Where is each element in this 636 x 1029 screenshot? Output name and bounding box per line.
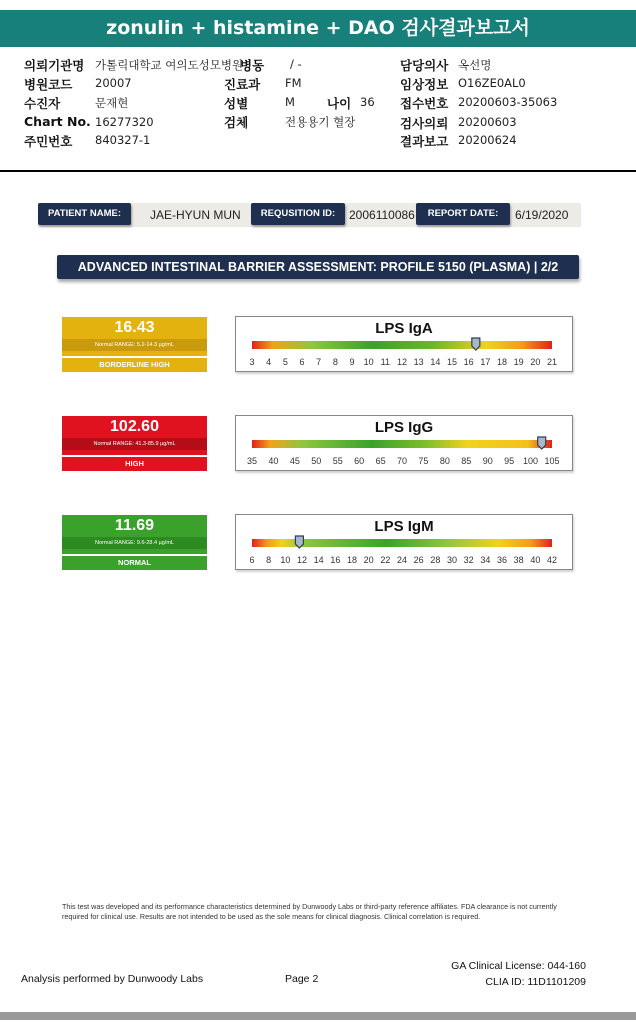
- age-value: 36: [360, 95, 375, 109]
- tick-label: 12: [396, 357, 408, 367]
- report-title: zonulin + histamine + DAO 검사결과보고서: [0, 10, 636, 47]
- clia-id: CLIA ID: 11D1101209: [485, 976, 586, 988]
- tick-label: 105: [544, 456, 560, 466]
- clinical-info-label: 임상정보: [400, 77, 449, 92]
- dept-label: 진료과: [224, 77, 261, 92]
- gauge-title: LPS IgA: [375, 320, 433, 337]
- tick-label: 90: [482, 456, 493, 466]
- tick-label: 55: [332, 456, 343, 466]
- clinical-license: GA Clinical License: 044-160: [451, 960, 586, 972]
- tick-label: 8: [266, 555, 272, 565]
- tick-label: 22: [380, 555, 391, 565]
- tick-label: 26: [413, 555, 424, 565]
- dept-value: FM: [285, 76, 302, 90]
- tick-label: 100: [523, 456, 539, 466]
- tick-label: 38: [513, 555, 524, 565]
- tick-label: 32: [463, 555, 474, 565]
- receipt-no-value: 20200603-35063: [458, 95, 558, 109]
- tick-label: 12: [296, 555, 308, 565]
- tick-label: 4: [266, 357, 272, 367]
- tick-label: 95: [504, 456, 515, 466]
- tick-label: 40: [530, 555, 541, 565]
- gauge-bar: [252, 341, 552, 349]
- patient-name-label: PATIENT NAME:: [38, 203, 131, 225]
- tick-label: 9: [349, 357, 355, 367]
- tick-label: 6: [299, 357, 305, 367]
- disclaimer-text: This test was developed and its performance characteristics determined by Dunwoody Labs or third-party reference affiliates. FDA clearance is not currently required for clinical use. Results are not intended to be used as the sole means for clinical diagnosis. Clinical correlation is required.: [62, 902, 557, 921]
- page-number: Page 2: [285, 973, 319, 985]
- tick-label: 30: [446, 555, 458, 565]
- clinical-info-value: O16ZE0AL0: [458, 76, 526, 90]
- tick-label: 19: [513, 357, 524, 367]
- tick-label: 75: [418, 456, 429, 466]
- analysis-credit: Analysis performed by Dunwoody Labs: [21, 973, 204, 985]
- gauge-lps-iga: [235, 316, 573, 372]
- ward-value: / -: [290, 57, 302, 71]
- tick-label: 28: [430, 555, 441, 565]
- sex-value: M: [285, 95, 295, 109]
- section-title: ADVANCED INTESTINAL BARRIER ASSESSMENT: PROFILE 5150 (PLASMA) | 2/2: [57, 255, 579, 279]
- tick-label: 60: [354, 456, 365, 466]
- patient-info-row: [38, 203, 581, 227]
- tick-label: 10: [363, 357, 374, 367]
- tick-label: 13: [413, 357, 424, 367]
- institution-value: 가톨릭대학교 여의도성모병원: [95, 58, 244, 72]
- tick-label: 16: [463, 357, 474, 367]
- recipient-value: 문재현: [95, 96, 129, 110]
- tick-label: 10: [280, 555, 291, 565]
- gauge-svg: [236, 416, 572, 470]
- tick-label: 20: [363, 555, 374, 565]
- tick-label: 42: [546, 555, 558, 565]
- status-badge: HIGH: [62, 457, 207, 471]
- test-request-value: 20200603: [458, 115, 517, 129]
- tick-label: 20: [530, 357, 541, 367]
- tick-label: 21: [546, 357, 558, 367]
- report-date-label: REPORT DATE:: [416, 203, 510, 225]
- institution-label: 의뢰기관명: [24, 58, 85, 73]
- ward-label: 병동: [240, 58, 265, 73]
- tick-label: 8: [332, 357, 338, 367]
- gauge-lps-igm: [235, 514, 573, 570]
- gauge-title: LPS IgM: [374, 518, 434, 535]
- normal-range: Normal RANGE: 9.6-28.4 µg/mL: [62, 537, 207, 549]
- specimen-label: 검체: [224, 115, 249, 130]
- chart-no-label: Chart No.: [24, 114, 91, 129]
- gauge-svg: [236, 317, 572, 371]
- license-info: [451, 958, 586, 990]
- footer-divider: [0, 1012, 636, 1020]
- tick-label: 24: [396, 555, 408, 565]
- tick-label: 5: [282, 357, 288, 367]
- tick-label: 18: [496, 357, 508, 367]
- result-report-label: 결과보고: [400, 134, 449, 149]
- requisition-label: REQUSITION ID:: [251, 203, 345, 225]
- hospital-code-value: 20007: [95, 76, 132, 90]
- tick-label: 70: [396, 456, 408, 466]
- hospital-code-label: 병원코드: [24, 77, 73, 92]
- report-header: [0, 52, 636, 172]
- status-badge: BORDERLINE HIGH: [62, 358, 207, 372]
- gauge-svg: [236, 515, 572, 569]
- specimen-value: 전용용기 혈장: [285, 115, 356, 129]
- tick-label: 50: [311, 456, 322, 466]
- age-label: 나이: [327, 96, 352, 111]
- tick-label: 11: [380, 357, 391, 367]
- requisition-value: 2006110086: [349, 208, 415, 222]
- result-box-igg: [62, 416, 207, 471]
- tick-label: 17: [480, 357, 491, 367]
- report-date-value: 6/19/2020: [515, 208, 569, 222]
- normal-range: Normal RANGE: 41.3-85.9 µg/mL: [62, 438, 207, 450]
- resident-no-label: 주민번호: [24, 134, 73, 149]
- result-value: 102.60: [110, 418, 159, 435]
- tick-label: 35: [246, 456, 258, 466]
- tick-label: 45: [289, 456, 300, 466]
- tick-label: 6: [249, 555, 255, 565]
- tick-label: 7: [316, 357, 322, 367]
- status-badge: NORMAL: [62, 556, 207, 570]
- tick-label: 15: [446, 357, 458, 367]
- gauge-title: LPS IgG: [374, 419, 434, 436]
- sex-label: 성별: [224, 96, 249, 111]
- tick-label: 18: [346, 555, 358, 565]
- tick-label: 80: [439, 456, 450, 466]
- result-box-igm: [62, 515, 207, 570]
- doctor-label: 담당의사: [400, 58, 449, 73]
- tick-label: 16: [330, 555, 341, 565]
- resident-no-value: 840327-1: [95, 133, 151, 147]
- tick-label: 65: [375, 456, 386, 466]
- result-value: 16.43: [114, 319, 155, 336]
- gauge-bar: [252, 440, 552, 448]
- tick-label: 36: [496, 555, 508, 565]
- test-request-label: 검사의뢰: [400, 116, 449, 131]
- tick-label: 3: [249, 357, 255, 367]
- chart-no-value: 16277320: [95, 115, 154, 129]
- tick-label: 34: [480, 555, 491, 565]
- doctor-value: 옥선명: [458, 58, 492, 72]
- result-value: 11.69: [114, 517, 155, 534]
- result-report-value: 20200624: [458, 133, 517, 147]
- patient-name-value: JAE-HYUN MUN: [150, 208, 241, 222]
- tick-label: 40: [268, 456, 279, 466]
- receipt-no-label: 접수번호: [400, 96, 449, 111]
- gauge-lps-igg: [235, 415, 573, 471]
- normal-range: Normal RANGE: 5.2-14.3 µg/mL: [62, 339, 207, 351]
- tick-label: 14: [430, 357, 441, 367]
- tick-label: 85: [461, 456, 472, 466]
- result-box-iga: [62, 317, 207, 372]
- recipient-label: 수진자: [24, 96, 61, 111]
- tick-label: 14: [313, 555, 324, 565]
